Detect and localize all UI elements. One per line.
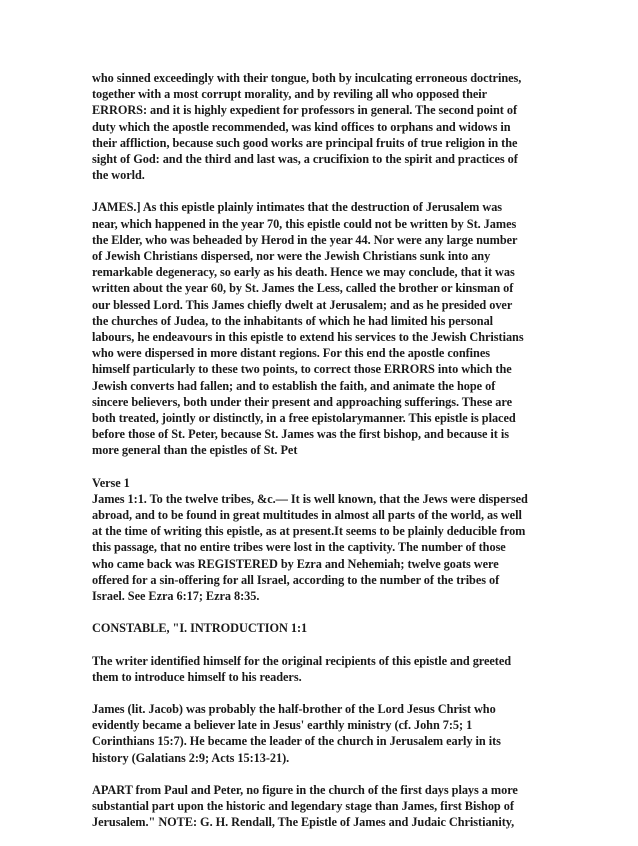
text-line: their affliction, because such good works are principal fruits of true religion in the bbox=[92, 135, 518, 150]
text-line: the churches of Judea, to the inhabitants of which he had limited his personal bbox=[92, 313, 494, 328]
text-line: history (Galatians 2:9; Acts 15:13-21). bbox=[92, 750, 290, 765]
paragraph-apart bbox=[92, 782, 548, 831]
text-line: them to introduce himself to his readers. bbox=[92, 669, 302, 684]
text-line: James 1:1. To the twelve tribes, &c.— It is well known, that the Jews were dispersed bbox=[92, 491, 528, 506]
text-line: our blessed Lord. This James chiefly dwelt at Jerusalem; and as he presided over bbox=[92, 297, 513, 312]
text-line: who sinned exceedingly with their tongue, both by inculcating erroneous doctrines, bbox=[92, 71, 522, 85]
text-line: who came back was REGISTERED by Ezra and Nehemiah; twelve goats were bbox=[92, 556, 499, 571]
text-line: JAMES.] As this epistle plainly intimates that the destruction of Jerusalem was bbox=[92, 200, 503, 215]
text-column bbox=[92, 70, 548, 846]
text-line: the world. bbox=[92, 168, 145, 183]
text-line: Israel. See Ezra 6:17; Ezra 8:35. bbox=[92, 589, 260, 604]
paragraph-commentary-intro bbox=[92, 70, 548, 183]
text-line: more general than the epistles of St. Pet bbox=[92, 443, 298, 458]
text-line: sight of God: and the third and last was, a crucifixion to the spirit and practices of bbox=[92, 152, 518, 167]
text-line: himself particularly to these two points, to correct those ERRORS into which the bbox=[92, 362, 512, 377]
text-line: together with a most corrupt morality, and by reviling all who opposed their bbox=[92, 87, 488, 102]
text-line: duty which the apostle recommended, was kind offices to orphans and widows in bbox=[92, 119, 511, 134]
text-line: APART from Paul and Peter, no figure in the church of the first days plays a more bbox=[92, 782, 518, 797]
text-line: before those of St. Peter, because St. James was the first bishop, and because it is bbox=[92, 427, 509, 442]
text-line: offered for a sin-offering for all Israel, according to the number of the tribes of bbox=[92, 572, 500, 587]
text-line: both treated, jointly or distinctly, in a free epistolarymanner. This epistle is placed bbox=[92, 411, 516, 426]
paragraph-verse-1 bbox=[92, 475, 548, 605]
text-line: sincere believers, both under their present and approaching sufferings. These are bbox=[92, 394, 512, 409]
text-line: Jewish converts had fallen; and to establish the faith, and animate the hope of bbox=[92, 378, 496, 393]
text-line: the Elder, who was beheaded by Herod in the year 44. Nor were any large number bbox=[92, 232, 518, 247]
text-line: near, which happened in the year 70, this epistle could not be written by St. James bbox=[92, 216, 517, 231]
text-line: remarkable degeneracy, so early as his death. Hence we may conclude, that it was bbox=[92, 265, 515, 280]
text-line: at the time of writing this epistle, as at present.It seems to be plainly deducible from bbox=[92, 524, 526, 539]
text-line: of Jewish Christians dispersed, nor were the Jewish Christians sunk into any bbox=[92, 249, 491, 264]
text-line: written about the year 60, by St. James the Less, called the brother or kinsman of bbox=[92, 281, 514, 296]
verse-heading: Verse 1 bbox=[92, 475, 130, 490]
text-line: evidently became a believer late in Jesus' earthly ministry (cf. John 7:5; 1 bbox=[92, 718, 473, 733]
section-heading: CONSTABLE, "I. INTRODUCTION 1:1 bbox=[92, 621, 308, 636]
text-line: abroad, and to be found in great multitudes in almost all parts of the world, as well bbox=[92, 508, 522, 523]
text-line: this passage, that no entire tribes were lost in the captivity. The number of those bbox=[92, 540, 506, 555]
text-line: labours, he endeavours in this epistle to extend his services to the Jewish Christians bbox=[92, 330, 524, 345]
text-line: Jerusalem." NOTE: G. H. Rendall, The Epistle of James and Judaic Christianity, bbox=[92, 815, 515, 830]
text-line: James (lit. Jacob) was probably the half-brother of the Lord Jesus Christ who bbox=[92, 701, 496, 716]
paragraph-james bbox=[92, 199, 548, 458]
text-line: substantial part upon the historic and legendary stage than James, first Bishop of bbox=[92, 798, 514, 813]
paragraph-writer bbox=[92, 653, 548, 685]
paragraph-constable-heading bbox=[92, 620, 548, 636]
text-line: ERRORS: and it is highly expedient for professors in general. The second point of bbox=[92, 103, 518, 118]
text-line: Corinthians 15:7). He became the leader of the church in Jerusalem early in its bbox=[92, 734, 501, 749]
text-line: who were dispersed in more distant regions. For this end the apostle confines bbox=[92, 346, 490, 361]
text-line: The writer identified himself for the original recipients of this epistle and greeted bbox=[92, 653, 512, 668]
paragraph-james-jacob bbox=[92, 701, 548, 766]
